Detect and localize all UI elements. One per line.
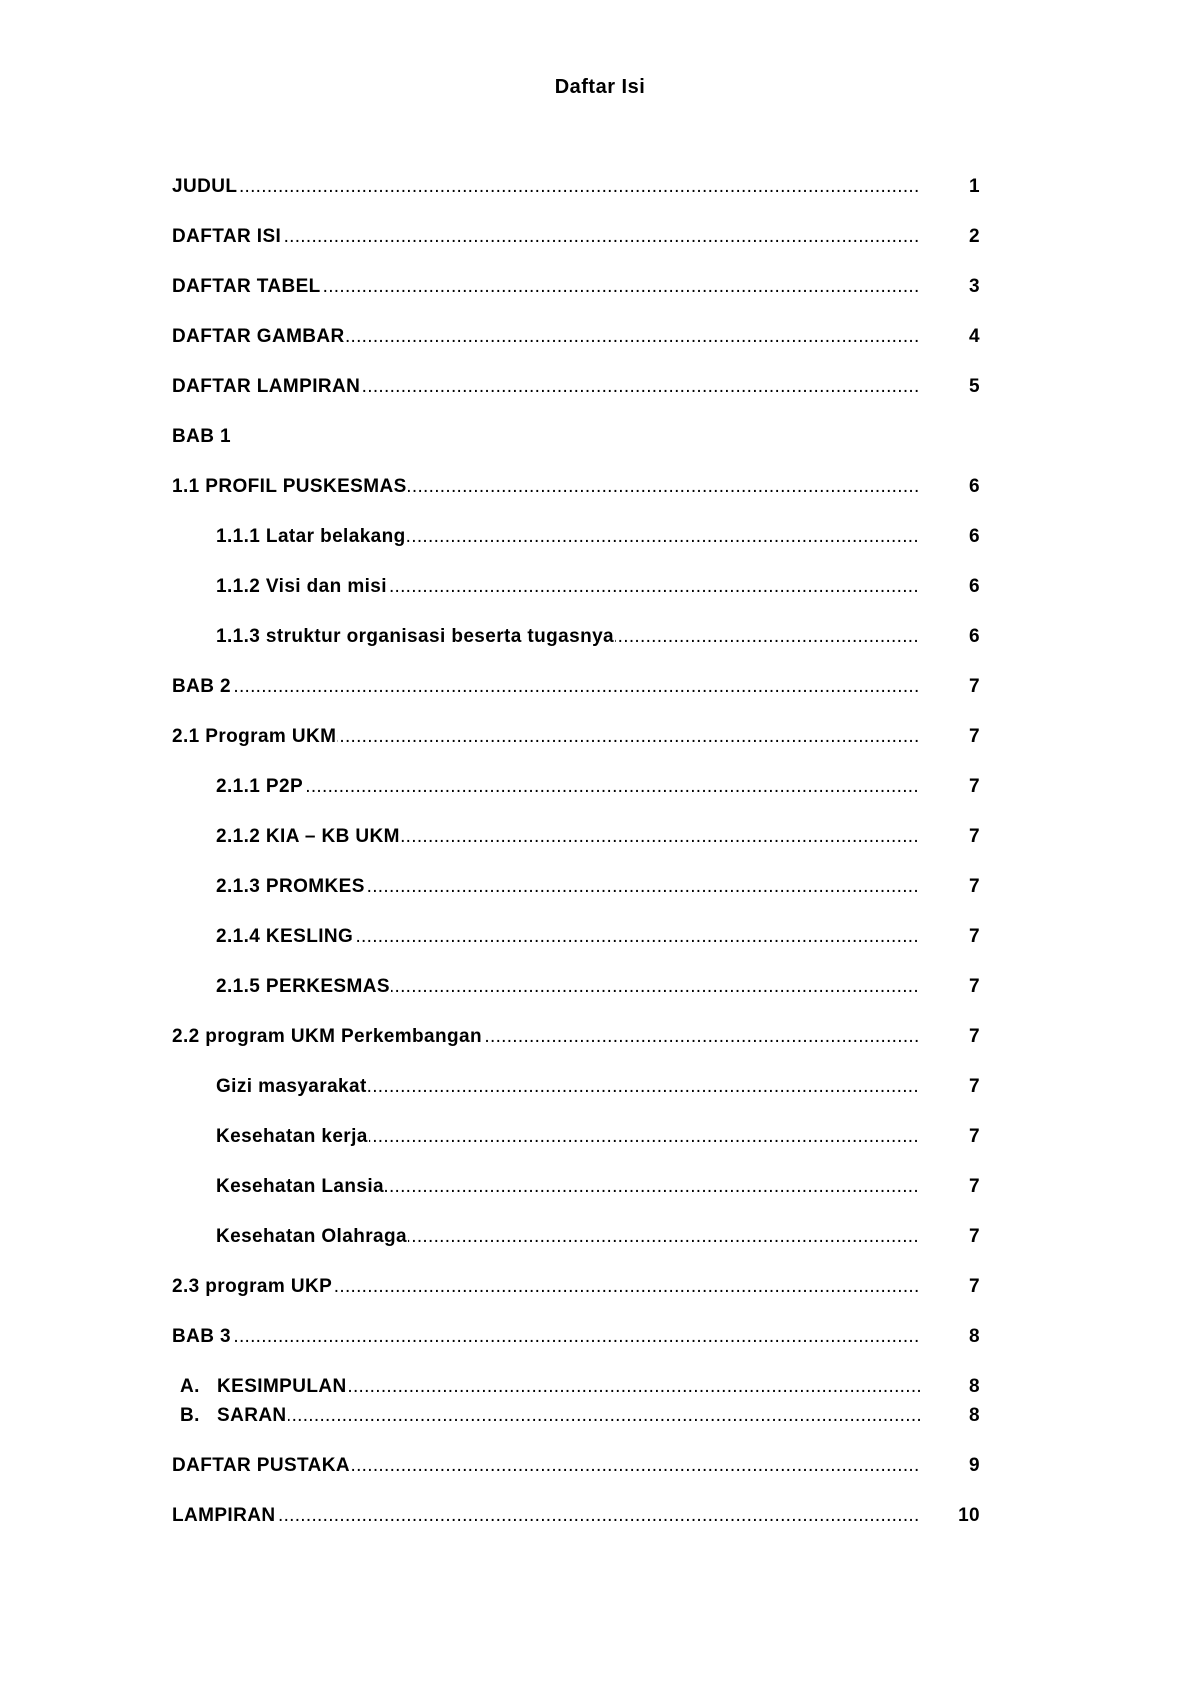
toc-entry-leader <box>216 1076 920 1100</box>
toc-entry-page-number: 6 <box>969 576 980 597</box>
toc-entry-page-number: 8 <box>969 1326 980 1347</box>
toc-entry-page-number: 7 <box>969 1026 980 1047</box>
toc-entry-page-number: 10 <box>958 1505 980 1526</box>
toc-entry-leader <box>216 876 920 900</box>
toc-entry-page-number: 4 <box>969 326 980 347</box>
toc-entry-page-number: 7 <box>969 1126 980 1147</box>
toc-entry-label: DAFTAR PUSTAKA <box>172 1455 350 1476</box>
toc-entry <box>172 1505 980 1555</box>
toc-entry <box>172 1326 980 1376</box>
toc-entry <box>172 226 980 276</box>
toc-entry-page-number: 7 <box>969 926 980 947</box>
toc-entry-leader <box>172 476 920 500</box>
toc-entry <box>172 276 980 326</box>
toc-entry-leader <box>216 1176 920 1200</box>
toc-entry-label: 1.1 PROFIL PUSKESMAS <box>172 476 407 497</box>
toc-entry-label: 1.1.2 Visi dan misi <box>216 576 387 597</box>
toc-entry <box>172 376 980 426</box>
toc-entry-leader <box>216 976 920 1000</box>
toc-entry-leader <box>172 726 920 750</box>
toc-entry-page-number: 7 <box>969 826 980 847</box>
toc-entry-leader <box>216 626 920 650</box>
toc-entry-leader <box>180 1405 920 1429</box>
toc-entry-label: DAFTAR GAMBAR <box>172 326 345 347</box>
toc-entry-leader <box>216 826 920 850</box>
toc-entry-page-number: 7 <box>969 776 980 797</box>
toc-entry-label: BAB 2 <box>172 676 232 697</box>
toc-entry-page-number: 5 <box>969 376 980 397</box>
toc-entry-leader <box>216 1226 920 1250</box>
toc-entry <box>172 726 980 776</box>
toc-entry-page-number: 6 <box>969 476 980 497</box>
toc-entry-label: 2.3 program UKP <box>172 1276 333 1297</box>
toc-entry-leader <box>172 326 920 350</box>
toc-entry-page-number: 1 <box>969 176 980 197</box>
toc-entry-leader <box>172 1026 920 1050</box>
toc-entry-page-number: 8 <box>969 1376 980 1397</box>
toc-entry-label: KESIMPULAN <box>217 1376 347 1397</box>
toc-entry <box>172 776 980 826</box>
toc-entry <box>172 1405 980 1455</box>
toc-entry-label: 2.1.4 KESLING <box>216 926 354 947</box>
toc-entry <box>172 1026 980 1076</box>
toc-entry-label: 1.1.3 struktur organisasi beserta tugasnya <box>216 626 615 647</box>
toc-entry-leader <box>216 526 920 550</box>
toc-entry-label: Kesehatan kerja <box>216 1126 368 1147</box>
toc-entry <box>172 626 980 676</box>
toc-entry <box>172 426 980 476</box>
toc-entry-label: 2.2 program UKM Perkembangan <box>172 1026 483 1047</box>
toc-entry-page-number: 6 <box>969 626 980 647</box>
toc-entry-page-number: 7 <box>969 1076 980 1097</box>
toc-entry <box>172 326 980 376</box>
toc-entry-leader <box>172 1276 920 1300</box>
toc-entry <box>172 926 980 976</box>
toc-entry-leader <box>172 276 920 300</box>
toc-entry-page-number: 7 <box>969 1176 980 1197</box>
toc-entry-leader <box>216 776 920 800</box>
toc-entry-leader <box>172 1505 920 1529</box>
toc-entry-leader <box>172 226 920 250</box>
toc-entry-label: DAFTAR ISI <box>172 226 282 247</box>
toc-entry-leader <box>172 426 920 450</box>
toc-entry-page-number: 7 <box>969 726 980 747</box>
toc-entry <box>172 1076 980 1126</box>
toc-entry-label: 2.1.3 PROMKES <box>216 876 365 897</box>
toc-entry <box>172 1176 980 1226</box>
toc-entry <box>172 1455 980 1505</box>
toc-entry <box>172 1126 980 1176</box>
toc-entry-page-number: 7 <box>969 976 980 997</box>
toc-entry-label: Gizi masyarakat <box>216 1076 367 1097</box>
toc-entry <box>172 976 980 1026</box>
toc-entry <box>172 676 980 726</box>
toc-entry-label: 2.1 Program UKM <box>172 726 337 747</box>
toc-entry <box>172 1376 980 1405</box>
toc-entry-leader <box>172 176 920 200</box>
toc-entry-page-number: 2 <box>969 226 980 247</box>
toc-entry-label: DAFTAR LAMPIRAN <box>172 376 361 397</box>
toc-entry-leader <box>172 676 920 700</box>
toc-entry-leader <box>172 376 920 400</box>
toc-entry-marker: B. <box>180 1405 217 1427</box>
toc-entry <box>172 576 980 626</box>
toc-entry-label: 2.1.1 P2P <box>216 776 304 797</box>
toc-entry <box>172 176 980 226</box>
toc-entry-page-number: 8 <box>969 1405 980 1426</box>
toc-entry <box>172 1226 980 1276</box>
toc-entry <box>172 826 980 876</box>
toc-entry-label: SARAN <box>217 1405 287 1426</box>
toc-entry <box>172 1276 980 1326</box>
table-of-contents <box>172 176 980 1555</box>
toc-entry-label: JUDUL <box>172 176 238 197</box>
toc-entry-page-number: 7 <box>969 676 980 697</box>
toc-entry-leader <box>180 1376 920 1400</box>
toc-entry-label: DAFTAR TABEL <box>172 276 321 297</box>
toc-entry-leader <box>216 1126 920 1150</box>
toc-entry-marker: A. <box>180 1376 217 1398</box>
toc-entry-page-number: 6 <box>969 526 980 547</box>
toc-entry-label: 2.1.2 KIA – KB UKM <box>216 826 400 847</box>
toc-entry-label: Kesehatan Olahraga <box>216 1226 407 1247</box>
toc-entry <box>172 526 980 576</box>
toc-entry-page-number: 3 <box>969 276 980 297</box>
toc-entry <box>172 476 980 526</box>
toc-entry-label: Kesehatan Lansia <box>216 1176 384 1197</box>
toc-entry-leader <box>172 1326 920 1350</box>
toc-entry-label: 1.1.1 Latar belakang <box>216 526 406 547</box>
toc-entry-page-number: 9 <box>969 1455 980 1476</box>
toc-entry-page-number: 7 <box>969 876 980 897</box>
toc-entry-label: BAB 1 <box>172 426 232 447</box>
toc-entry-leader <box>172 1455 920 1479</box>
document-title: Daftar Isi <box>554 76 646 98</box>
toc-entry-page-number: 7 <box>969 1226 980 1247</box>
toc-entry <box>172 876 980 926</box>
toc-entry-label: LAMPIRAN <box>172 1505 276 1526</box>
toc-entry-label: 2.1.5 PERKESMAS <box>216 976 390 997</box>
toc-entry-leader <box>216 926 920 950</box>
toc-entry-page-number: 7 <box>969 1276 980 1297</box>
toc-entry-label: BAB 3 <box>172 1326 232 1347</box>
toc-entry-leader <box>216 576 920 600</box>
